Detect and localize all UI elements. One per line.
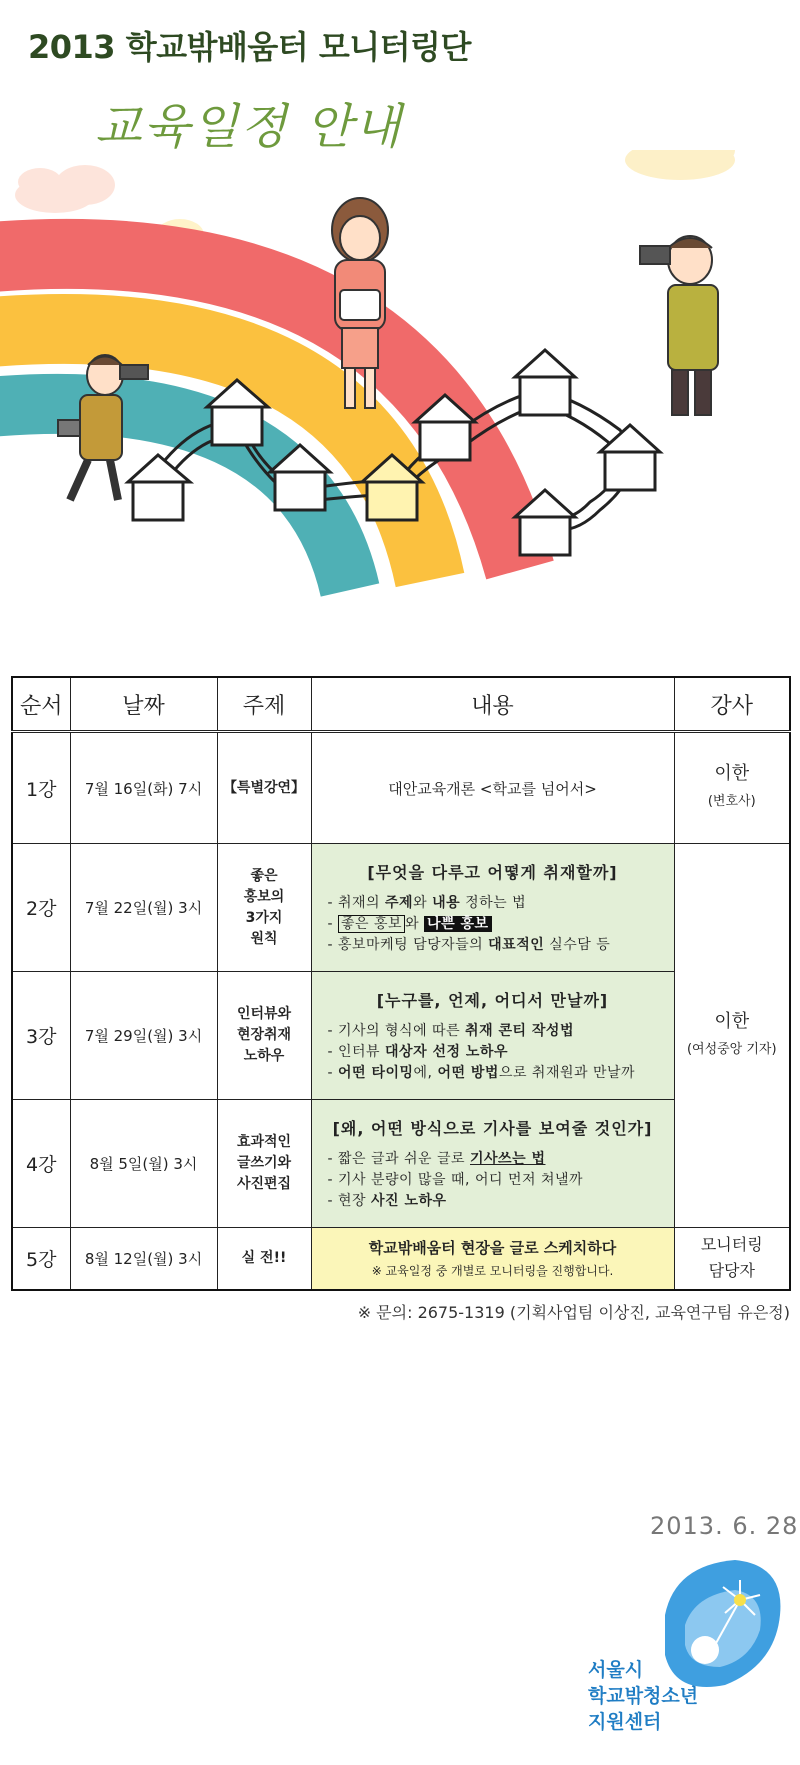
lecture-topic: [217, 1100, 311, 1228]
page-subtitle: 교육일정 안내: [95, 99, 403, 155]
instructor-title: (변호사): [707, 794, 756, 809]
column-header: 내용: [311, 677, 674, 732]
table-header-row: [12, 677, 790, 732]
camera-reporter-illustration: [640, 236, 718, 415]
lecture-content: [311, 844, 674, 972]
content-note: ※ 교육일정 중 개별로 모니터링을 진행합니다.: [371, 1264, 614, 1279]
content-line: - 기사의 형식에 따른 취재 콘티 작성법: [327, 1022, 574, 1039]
content-line: - 좋은 홍보 와 나쁜 홍보: [312, 914, 674, 935]
content-heading: [왜, 어떤 방식으로 기사를 보여줄 것인가]: [332, 1118, 653, 1138]
column-header: 날짜: [70, 677, 217, 732]
lecture-date: 7월 16일(화) 7시: [70, 732, 217, 844]
instructor-name: 이한: [714, 1010, 750, 1032]
lecture-date: 8월 5일(월) 3시: [70, 1100, 217, 1228]
lecture-order: 3강: [12, 972, 70, 1100]
instructor-name: 담당자: [708, 1261, 755, 1281]
topic-line: 3가지: [245, 909, 283, 926]
content-line: - 현장 사진 노하우: [327, 1192, 447, 1209]
lecture-content: [311, 972, 674, 1100]
column-header: 주제: [217, 677, 311, 732]
lecture-content: [311, 1228, 674, 1290]
lecture-order: 2강: [12, 844, 70, 972]
content-line: - 기사 분량이 많을 때, 어디 먼저 쳐낼까: [327, 1171, 584, 1188]
content-line: - 취재의 주제와 내용 정하는 법: [327, 894, 527, 911]
issue-date: 2013. 6. 28: [650, 1512, 799, 1540]
lecture-content: [311, 1100, 674, 1228]
lecture-instructor: [674, 732, 790, 844]
lecture-instructor: [674, 1228, 790, 1290]
content-heading: [누구를, 언제, 어디서 만날까]: [376, 990, 609, 1010]
table-row: [12, 1100, 790, 1228]
topic-line: 원칙: [250, 930, 278, 947]
topic-line: 노하우: [243, 1048, 285, 1064]
topic-line: 사진편집: [236, 1176, 292, 1192]
table-row: [12, 1228, 790, 1290]
topic-line: 홍보의: [243, 888, 285, 905]
lecture-topic: 【특별강연】: [217, 732, 311, 844]
table-row: [12, 732, 790, 844]
lecture-order: 5강: [12, 1228, 70, 1290]
lecture-date: 7월 29일(월) 3시: [70, 972, 217, 1100]
lecture-content: 대안교육개론 <학교를 넘어서>: [311, 732, 674, 844]
column-header: 강사: [674, 677, 790, 732]
topic-line: 인터뷰와: [236, 1006, 292, 1022]
page-title: 2013 학교밖배움터 모니터링단: [28, 28, 471, 66]
lecture-order: 1강: [12, 732, 70, 844]
lecture-date: 7월 22일(월) 3시: [70, 844, 217, 972]
org-line: 지원센터: [588, 1711, 662, 1733]
lecture-date: 8월 12일(월) 3시: [70, 1228, 217, 1290]
lecture-topic: 실 전!!: [217, 1228, 311, 1290]
schedule-table: [11, 676, 791, 1291]
instructor-title: (여성중앙 기자): [686, 1041, 777, 1057]
cloud-icon: [625, 150, 735, 180]
cloud-icon: [15, 165, 115, 213]
lecture-topic: [217, 972, 311, 1100]
lecture-topic: [217, 844, 311, 972]
content-line: - 짧은 글과 쉬운 글로 기사쓰는 법: [327, 1150, 546, 1167]
lecture-instructor: [674, 844, 790, 1228]
organization-name: [588, 1657, 698, 1735]
topic-line: 현장취재: [236, 1027, 292, 1043]
org-line: 학교밖청소년: [588, 1685, 699, 1707]
contact-info: ※ 문의: 2675-1319 (기획사업팀 이상진, 교육연구팀 유은정): [357, 1303, 790, 1322]
content-heading: [무엇을 다루고 어떻게 취재할까]: [367, 862, 618, 882]
topic-line: 효과적인: [236, 1134, 292, 1150]
lecture-order: 4강: [12, 1100, 70, 1228]
content-heading: 학교밖배움터 현장을 글로 스케치하다: [368, 1239, 617, 1258]
rainbow-illustration: [0, 150, 800, 650]
content-line: - 인터뷰 대상자 선정 노하우: [327, 1043, 508, 1060]
content-line: - 어떤 타이밍에, 어떤 방법으로 취재원과 만날까: [327, 1064, 636, 1081]
instructor-name: 모니터링: [700, 1235, 763, 1255]
instructor-name: 이한: [714, 763, 750, 784]
topic-line: 글쓰기와: [236, 1155, 292, 1171]
table-row: [12, 972, 790, 1100]
org-line: 서울시: [588, 1659, 644, 1681]
column-header: 순서: [12, 677, 70, 732]
topic-line: 좋은: [250, 867, 278, 884]
table-row: [12, 844, 790, 972]
content-line: - 홍보마케팅 담당자들의 대표적인 실수담 등: [327, 936, 611, 953]
